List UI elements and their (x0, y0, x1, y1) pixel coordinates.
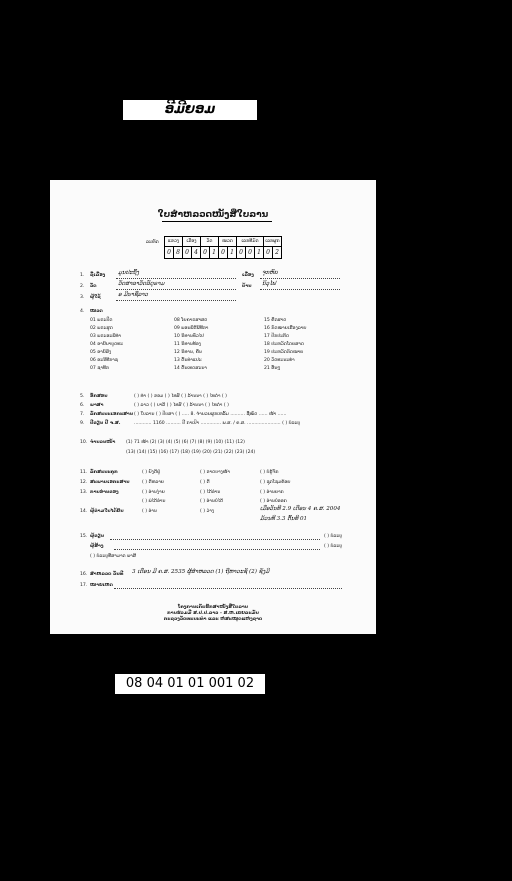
field-value: ມ້ວນທີ 3.3 ຕົ້ນທີ 01 (260, 516, 308, 522)
field-option: ( ) ບໍ່ຮູ້ຈັກ (260, 470, 279, 475)
field-label: ເລື່ອງ (242, 273, 254, 278)
field-option: ( ) ບໍ່ລະບຸ (324, 534, 343, 539)
field-options: ( ) ລາວ ( ) ບາລີ ( ) ໄທສ໌ ( ) ລ້ານນາ ( ) ໄທດຳ ( ) (134, 403, 229, 408)
field-option: ( ) ອ່ານບໍ່ອອກ (260, 499, 287, 504)
field-option: ( ) ບໍ່ລະບຸ (324, 544, 343, 549)
category-item: 17 ປັກປະຕິດ (264, 334, 290, 339)
code-digit: 0 (246, 247, 255, 259)
field-option: ( ) ຍັງດີຢູ່ (142, 470, 161, 475)
field-label: ການອ່ານຂອງ (90, 490, 119, 495)
field-label: ອັກສອນ (90, 394, 108, 399)
category-item: 06 ອະນີທີກາຊ (90, 358, 118, 363)
field-label: ລັກສະນະເອກະສານ (90, 412, 134, 417)
form-title: ໃບສຳຫລວດໜັງສືໃບລານ (157, 210, 269, 220)
code-digit: 0 (264, 247, 273, 259)
code-header: ເມືອງ (183, 237, 201, 247)
field-options: ............ 1160 .......... ປີ ກາເປົາ .............. ພ.ສ. / ຄ.ສ. ....................... ( ) ບໍ່ລະບຸ (134, 421, 301, 426)
code-digit: 1 (228, 247, 237, 259)
code-digit: 2 (273, 247, 282, 259)
category-item: 16 ກົດໝາຍເຮືອງລາຍ (264, 326, 307, 331)
footer-line: ໂຄງການເກັບຮັກສາໜັງສືໃບລານ (177, 605, 249, 610)
code-digit: 8 (174, 247, 183, 259)
field-option: ( ) ອ່ານ (142, 509, 157, 514)
category-item: 18 ປະຫວັດໂດຍສາດ (264, 342, 304, 347)
field-value: ຈຸກຫົຍ (262, 270, 278, 276)
field-option: ( ) ດີ (200, 480, 210, 485)
category-item: 14 ດົ້ນເທດສະນາ (174, 366, 207, 371)
code-label: ລະຫັດ (146, 240, 159, 245)
category-item: 03 ພຣະອະພີທຳ (90, 334, 121, 339)
field-value: ນິວຸໄຟ (262, 281, 276, 287)
category-item: 11 ນິທານທ້ອງ (174, 342, 201, 347)
field-label: ຜູ້ຂຽນ (90, 534, 105, 539)
survey-form: ໃບສຳຫລວດໜັງສືໃບລານ ລະຫັດ ແຂວງ ເມືອງ ວັດ ໝວດ ເລກທີມັດ ເລກຜູກ 0 8 0 4 0 1 0 1 0 0 1 0 2 1. ຊື່ເລື່ອງ ມູນປະຖົ້ງ ເລື່ອງ ຈຸກຫົຍ 2. ວັດ ວັດສາລາວັດລ໌ດຸຣາມ ບ້ານ ນິວຸໄຟ 3. ຜູ້ໃຊ້ ອ ມີນາຊື່ລາວ 4. ໝວດ 01 ພຣະປິດ 08 ໂຍຄາຣສາສດ 15 ຄືດສາດ 02 ພຣະສູດ 09 ພອນພີຣີພີທີກາ 16 ກົດໝາຍເຮືອງລາຍ 03 ພຣະອະພີທຳ 10 ນິທານທົ່ວໄປ 17 ປັກປະຕິດ 04 ອານີນາບູດທະ 11 ນິທານທ້ອງ 18 ປະຫວັດໂດຍສາດ 05 ອານິສົງ 12 ນິທານ, ຄືນ 19 ປະຫວັດກົດໝາຍ 06 ອະນີທີກາຊ 13 ດົ້ນທ່າແປະ 20 ວັດທະນະທຳ 07 ຊາທີກ 14 ດົ້ນເທດສະນາ 21 ອື່ນໆ 5. ອັກສອນ ( ) ທຳ ( ) ຂອມ ( ) ໄທສ໌ ( ) ລ້ານນາ ( ) ໄທດຳ ( ) 6. ພາສາ ( ) ລາວ ( ) ບາລີ ( ) ໄທສ໌ ( ) ລ້ານນາ ( ) ໄທດຳ ( ) 7. ລັກສະນະເອກະສານ ( ) ໃບລານ ( ) ປັບສາ ( ) ..... 8. ຈຳນວນຜູກເຫລັ້ມ .......... ຊື່ໝົດ ...... ໜ້າ ...... 9. ປີຂຽນ ປີ ຈ.ສ. ............ 1160 .......... ປີ ກາເປົາ .............. ພ.ສ. / ຄ.ສ. ....................... ( ) ບໍ່ລະບຸ 10. ຈຳນວນໜ້າ (1) 71 ໜ້າ (2) (3) (4) (5) (6) (7) (8) (9) (10) (11) (12) (13) (14) (15) (16) (17) (18) (19) (20) (21) (22) (23) (24) 11. ລັກສະນະຄູກ ( ) ຍັງດີຢູ່ ( ) ຂາດບາງໜ້າ ( ) ບໍ່ຮູ້ຈັກ 12. ສະພາບເອກະສານ ( ) ດີຫລາຍ ( ) ດີ ( ) ຊຸດໂຊມຄ້ອຍ 13. ການອ່ານຂອງ ( ) ອ່ານງ່າຍ ( ) ໄດ້ອ່ານ ( ) ອ່ານຍາກ ( ) ພໍໄດ້ອ່ານ ( ) ອ່ານບໍ່ໄດ້ ( ) ອ່ານບໍ່ອອກ 14. ຜູ້ຂ່າມໃນໄດ້ຍິນ ( ) ອ່ານ ( ) ວ່າງ ເມື່ອວັນທີ 2.9 ເດືອນ 4 ຄ.ສ. 2004 ມ້ວນທີ 3.3 ຕົ້ນທີ 01 15. ຜູ້ຂຽນ ( ) ບໍ່ລະບຸ ຜູ້ສ້າງ ( ) ບໍ່ລະບຸ ( ) ບໍ່ລະບຸທີ່ສາມາດ ພາສີ 16. ສຳຫລວດ ວັນທີ 3 ເດືອນ ມີ ຄ.ສ. 2535 ຜູ້ສຳຫລວດ (1) ຖືຫາວະຊັ (2) ຊັງມີ 17. ໝາຍເຫດ ໂຄງການເກັບຮັກສາໜັງສືໃບລານ ການຮ່ວມມື ສ.ປ.ປ.ລາວ - ສ.ຫ.ເຍຍລະມັນ ກະຊວງວັດທະນະທຳ ແລະ ຫໍສະໝຸດແຫ່ງຊາດ (50, 180, 376, 634)
code-digit: 1 (210, 247, 219, 259)
category-item: 04 ອານີນາບູດທະ (90, 342, 124, 347)
footer-line: ກະຊວງວັດທະນະທຳ ແລະ ຫໍສະໝຸດແຫ່ງຊາດ (163, 617, 263, 622)
film-code-label: 08 04 01 01 001 02 (115, 674, 265, 694)
field-option: ( ) ອ່ານບໍ່ໄດ້ (200, 499, 224, 504)
code-header: ເລກທີມັດ (237, 237, 264, 247)
field-label: ໝາຍເຫດ (90, 583, 113, 588)
field-label: ຈຳນວນໜ້າ (90, 440, 116, 445)
field-label: ຊື່ເລື່ອງ (90, 273, 106, 278)
category-item: 12 ນິທານ, ຄືນ (174, 350, 202, 355)
field-value: ອ ມີນາຊື່ລາວ (118, 292, 148, 298)
field-options: (1) 71 ໜ້າ (2) (3) (4) (5) (6) (7) (8) (9) (10) (11) (12) (126, 440, 245, 445)
footer-line: ການຮ່ວມມື ສ.ປ.ປ.ລາວ - ສ.ຫ.ເຍຍລະມັນ (167, 611, 259, 616)
field-options: (13) (14) (15) (16) (17) (18) (19) (20) (21) (22) (23) (24) (126, 450, 256, 455)
code-digit: 0 (165, 247, 174, 259)
field-options: ( ) ທຳ ( ) ຂອມ ( ) ໄທສ໌ ( ) ລ້ານນາ ( ) ໄທດຳ ( ) (134, 394, 227, 399)
category-item: 05 ອານິສົງ (90, 350, 112, 355)
code-digit: 0 (237, 247, 246, 259)
field-label: ຜູ້ໃຊ້ (90, 295, 101, 300)
field-label: ຜູ້ຂ່າມໃນໄດ້ຍິນ (90, 509, 124, 514)
code-header: ໝວດ (219, 237, 237, 247)
code-digit: 0 (183, 247, 192, 259)
code-digit: 0 (201, 247, 210, 259)
category-item: 13 ດົ້ນທ່າແປະ (174, 358, 202, 363)
film-header-label: ອີມີຍອມ (123, 100, 257, 120)
category-item: 19 ປະຫວັດກົດໝາຍ (264, 350, 304, 355)
field-option: ( ) ຊຸດໂຊມຄ້ອຍ (260, 480, 291, 485)
code-table (164, 236, 282, 259)
field-number: 1. (80, 273, 85, 278)
field-label: ລັກສະນະຄູກ (90, 470, 118, 475)
field-option: ( ) ພໍໄດ້ອ່ານ (142, 499, 166, 504)
field-label: ສະພາບເອກະສານ (90, 480, 130, 485)
category-item: 20 ວັດທະນະທຳ (264, 358, 295, 363)
code-digit: 1 (255, 247, 264, 259)
code-digit: 4 (192, 247, 201, 259)
category-item: 09 ພອນພີຣີພີທີກາ (174, 326, 209, 331)
code-header: ເລກຜູກ (264, 237, 282, 247)
field-label: ບ້ານ (242, 284, 252, 289)
category-item: 21 ອື່ນໆ (264, 366, 281, 371)
field-option: ( ) ຂາດບາງໜ້າ (200, 470, 230, 475)
field-value: ມູນປະຖົ້ງ (118, 270, 139, 276)
category-item: 15 ຄືດສາດ (264, 318, 287, 323)
field-option: ( ) ວ່າງ (200, 509, 215, 514)
field-label: ສຳຫລວດ ວັນທີ (90, 572, 124, 577)
category-item: 10 ນິທານທົ່ວໄປ (174, 334, 204, 339)
code-digit: 0 (219, 247, 228, 259)
category-item: 02 ພຣະສູດ (90, 326, 113, 331)
field-option: ( ) ໄດ້ອ່ານ (200, 490, 221, 495)
code-header: ວັດ (201, 237, 219, 247)
field-value: ວັດສາລາວັດລ໌ດຸຣາມ (118, 281, 165, 287)
field-label: ວັດ (90, 284, 97, 289)
field-value: 3 ເດືອນ ມີ ຄ.ສ. 2535 ຜູ້ສຳຫລວດ (1) ຖືຫາວະຊັ (2) ຊັງມີ (132, 569, 270, 575)
category-item: 08 ໂຍຄາຣສາສດ (174, 318, 208, 323)
field-option: ( ) ບໍ່ລະບຸທີ່ສາມາດ ພາສີ (90, 554, 136, 559)
field-label: ຜູ້ສ້າງ (90, 544, 104, 549)
field-option: ( ) ດີຫລາຍ (142, 480, 164, 485)
code-header: ແຂວງ (165, 237, 183, 247)
field-value: ເມື່ອວັນທີ 2.9 ເດືອນ 4 ຄ.ສ. 2004 (260, 506, 341, 512)
title-underline (162, 221, 272, 222)
field-label: ປີຂຽນ ປີ ຈ.ສ. (90, 421, 121, 426)
category-item: 07 ຊາທີກ (90, 366, 110, 371)
field-label: ໝວດ (90, 309, 103, 314)
field-options: ( ) ໃບລານ ( ) ປັບສາ ( ) ..... 8. ຈຳນວນຜູກເຫລັ້ມ .......... ຊື່ໝົດ ...... ໜ້າ ...... (134, 412, 287, 417)
field-label: ພາສາ (90, 403, 104, 408)
category-item: 01 ພຣະປິດ (90, 318, 113, 323)
field-option: ( ) ອ່ານຍາກ (260, 490, 284, 495)
field-option: ( ) ອ່ານງ່າຍ (142, 490, 165, 495)
